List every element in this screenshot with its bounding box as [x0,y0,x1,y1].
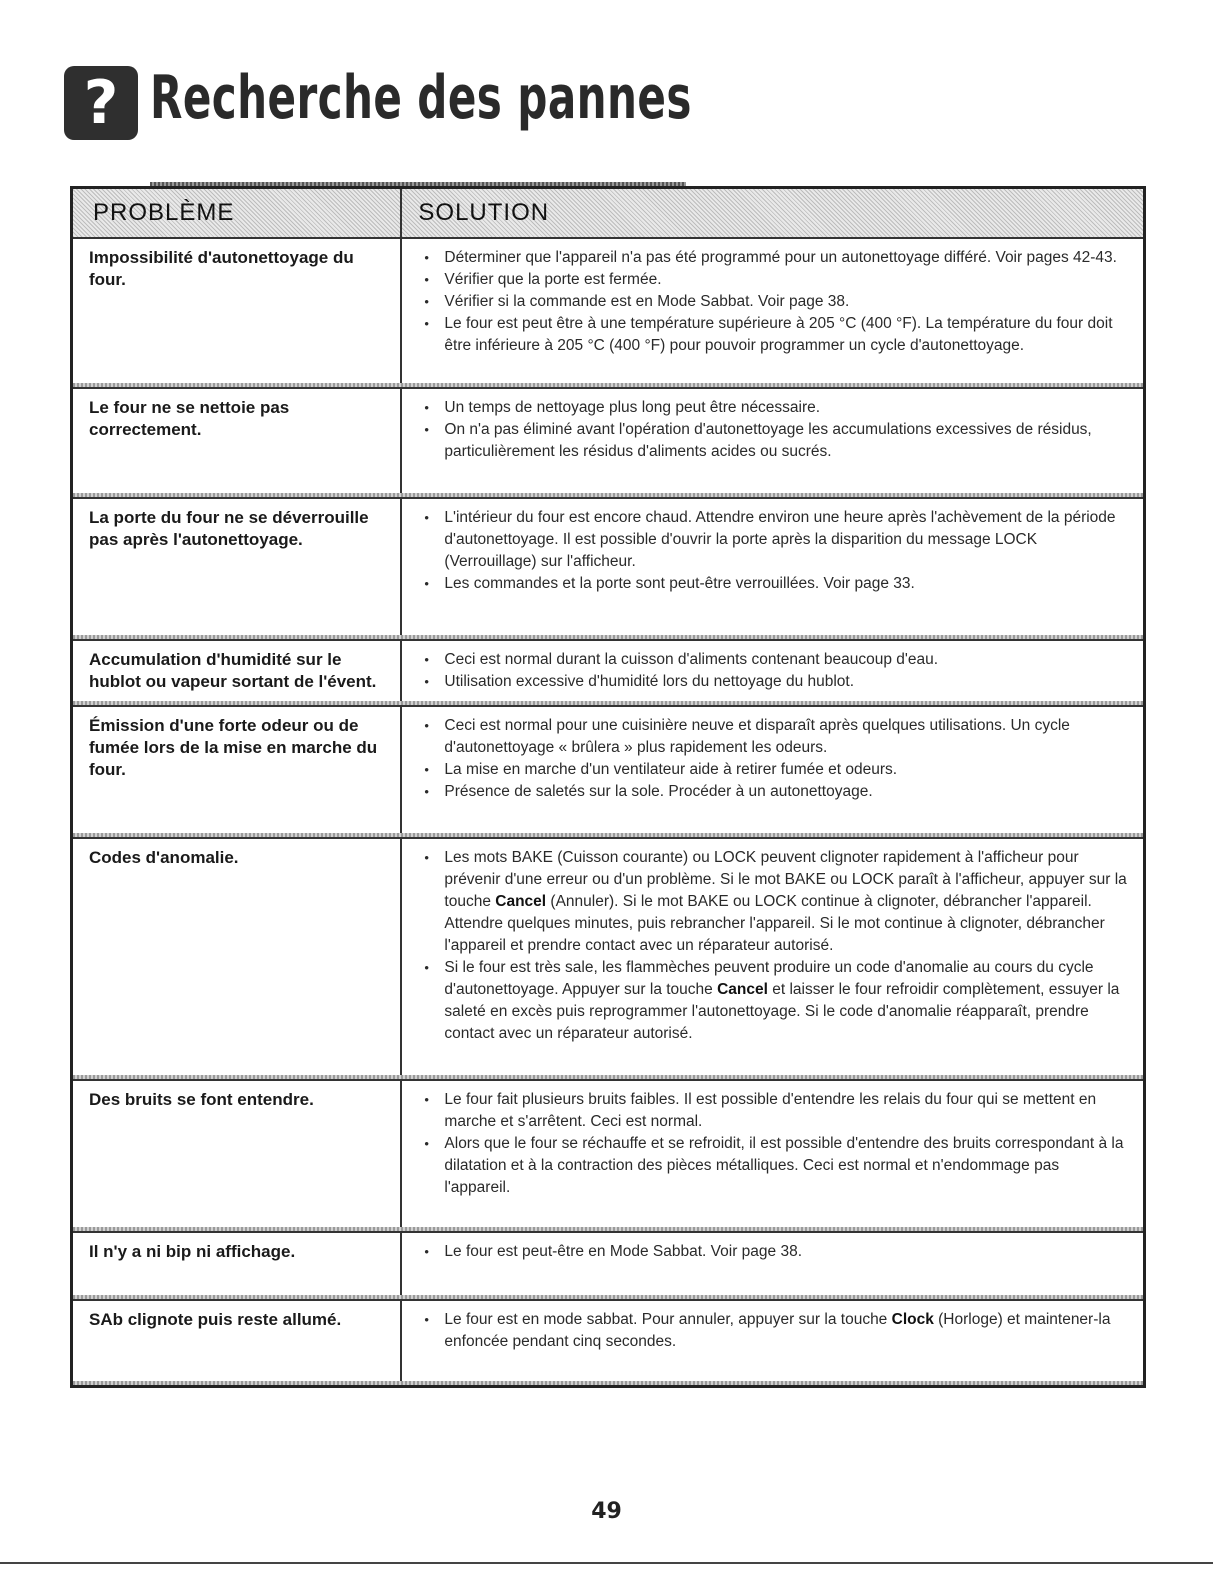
solution-item: • Utilisation excessive d'humidité lors du nettoyage du hublot. [420,671,1129,693]
problem-text: Des bruits se font entendre. [89,1090,314,1109]
solution-item: • Si le four est très sale, les flammèches peuvent produire un code d'anomalie au cours du cycle d'autonettoyage. Appuyer sur la touche Cancel et laisser le four refroidir complètement, essuyer la saleté en excès puis reprogrammer l'autonettoyage. Si le code d'anomalie réapparaît, prendre contact avec un réparateur autorisé. [420,957,1129,1045]
solution-item: • Le four est peut-être en Mode Sabbat. Voir page 38. [420,1241,1129,1263]
problem-text: Émission d'une forte odeur ou de fumée lors de la mise en marche du four. [89,716,378,779]
solution-item: • Déterminer que l'appareil n'a pas été programmé pour un autonettoyage différé. Voir pages 42-43. [420,247,1129,269]
table-row [73,705,1143,837]
solution-list [420,649,1129,693]
solution-item: • On n'a pas éliminé avant l'opération d'autonettoyage les accumulations excessives de résidus, particulièrement les résidus d'aliments acides ou sucrés. [420,419,1129,463]
problem-column-header: PROBLÈME [73,189,402,237]
page-header [64,58,692,138]
solution-list [420,1241,1129,1263]
solution-item: • Un temps de nettoyage plus long peut être nécessaire. [420,397,1129,419]
solution-item: • Présence de saletés sur la sole. Procéder à un autonettoyage. [420,781,1129,803]
table-row [73,1299,1143,1385]
problem-text: SAb clignote puis reste allumé. [89,1310,342,1329]
solution-item: • Ceci est normal pour une cuisinière neuve et disparaît après quelques utilisations. Un cycle d'autonettoyage « brûlera » plus rapidement les odeurs. [420,715,1129,759]
table-row [73,1079,1143,1231]
solution-item: • Vérifier si la commande est en Mode Sabbat. Voir page 38. [420,291,1129,313]
table-row [73,387,1143,497]
solution-list [420,1089,1129,1199]
solution-item: • Alors que le four se réchauffe et se refroidit, il est possible d'entendre des bruits correspondant à la dilatation et à la contraction des pièces métalliques. Ceci est normal et n'endommage pas l'appareil. [420,1133,1129,1199]
question-mark-icon: ? [64,66,138,140]
solution-item: • Les mots BAKE (Cuisson courante) ou LOCK peuvent clignoter rapidement à l'afficheur pour prévenir d'une erreur ou d'un problème. Si le mot BAKE ou LOCK paraît à l'afficheur, appuyer sur la touche Cancel (Annuler). Si le mot BAKE ou LOCK continue à clignoter, débrancher l'appareil. Attendre quelques minutes, puis rebrancher l'appareil. Si le mot continue à clignoter, débrancher l'appareil et prendre contact avec un réparateur autorisé. [420,847,1129,957]
problem-text: Codes d'anomalie. [89,848,239,867]
table-row [73,1231,1143,1299]
clock-key-label: Clock [891,1311,934,1328]
problem-text: Accumulation d'humidité sur le hublot ou vapeur sortant de l'évent. [89,650,377,691]
table-row [73,237,1143,387]
solution-list [420,247,1129,357]
problem-text: Le four ne se nettoie pas correctement. [89,398,290,439]
problem-text: Il n'y a ni bip ni affichage. [89,1242,296,1261]
solution-list [420,847,1129,1045]
solution-item: • L'intérieur du four est encore chaud. Attendre environ une heure après l'achèvement de la période d'autonettoyage. Il est possible d'ouvrir la porte après la disparition du message LOCK (Verrouillage) sur l'afficheur. [420,507,1129,573]
solution-list [420,397,1129,463]
solution-item: • Ceci est normal durant la cuisson d'aliments contenant beaucoup d'eau. [420,649,1129,671]
solution-list [420,1309,1129,1353]
solution-list [420,715,1129,803]
solution-list [420,507,1129,595]
solution-item: • Le four est en mode sabbat. Pour annuler, appuyer sur la touche Clock (Horloge) et maintener-la enfoncée pendant cinq secondes. [420,1309,1129,1353]
page-title: Recherche des pannes [150,63,692,133]
solution-item: • Vérifier que la porte est fermée. [420,269,1129,291]
problem-text: Impossibilité d'autonettoyage du four. [89,248,354,289]
cancel-key-label: Cancel [495,893,547,910]
footer-rule [0,1562,1213,1564]
table-row [73,497,1143,639]
troubleshooting-table [70,186,1146,1388]
solution-item: • La mise en marche d'un ventilateur aide à retirer fumée et odeurs. [420,759,1129,781]
solution-column-header: SOLUTION [402,189,1143,237]
solution-item: • Le four fait plusieurs bruits faibles. Il est possible d'entendre les relais du four qui se mettent en marche et s'arrêtent. Ceci est normal. [420,1089,1129,1133]
table-row [73,639,1143,705]
problem-text: La porte du four ne se déverrouille pas après l'autonettoyage. [89,508,369,549]
cancel-key-label: Cancel [717,981,768,998]
solution-item: • Les commandes et la porte sont peut-être verrouillées. Voir page 33. [420,573,1129,595]
table-header-row [73,189,1143,237]
page-number: 49 [591,1499,622,1524]
table-row [73,837,1143,1079]
solution-item: • Le four est peut être à une température supérieure à 205 °C (400 °F). La température du four doit être inférieure à 205 °C (400 °F) pour pouvoir programmer un cycle d'autonettoyage. [420,313,1129,357]
